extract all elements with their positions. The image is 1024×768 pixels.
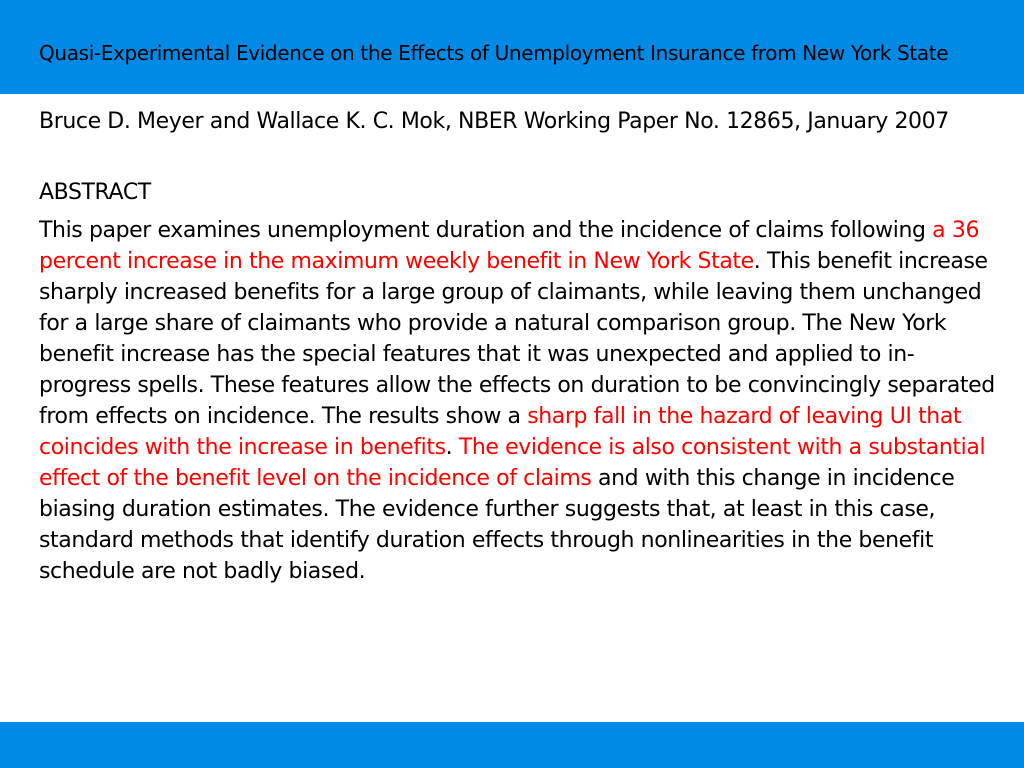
abstract-heading: ABSTRACT (39, 180, 151, 205)
authors-citation: Bruce D. Meyer and Wallace K. C. Mok, NBER Working Paper No. 12865, January 2007 (39, 109, 949, 134)
abstract-paragraph (39, 215, 999, 587)
abstract-text-2: . This benefit increase sharply increased benefits for a large group of claimants, while leaving them unchanged for a large share of claimants who provide a natural comparison group. The New York benefit increase has the special features that it was unexpected and applied to in-progress spells. These features allow the effects on duration to be convincingly separated from effects on incidence. The results show a (39, 249, 995, 429)
abstract-highlight-incidence-effect: The evidence is also consistent with a substantial effect of the benefit level on the incidence of claims (39, 435, 986, 491)
abstract-text-1: This paper examines unemployment duration and the incidence of claims following (39, 218, 933, 243)
abstract-highlight-benefit-increase: a 36 percent increase in the maximum weekly benefit in New York State (39, 218, 980, 274)
abstract-text-3: . (445, 435, 459, 460)
abstract-text-4: and with this change in incidence biasing duration estimates. The evidence further suggests that, at least in this case, standard methods that identify duration effects through nonlinearities in the benefit schedule are not badly biased. (39, 466, 955, 584)
bottom-color-band (0, 722, 1024, 768)
slide-body (39, 106, 999, 587)
paper-title: Quasi-Experimental Evidence on the Effects of Unemployment Insurance from New York State (39, 41, 949, 65)
abstract-highlight-hazard-fall: sharp fall in the hazard of leaving UI that coincides with the increase in benefits (39, 404, 962, 460)
